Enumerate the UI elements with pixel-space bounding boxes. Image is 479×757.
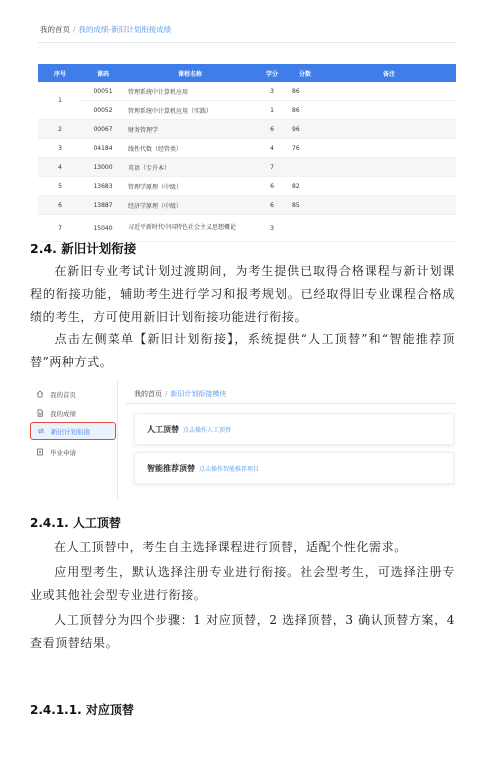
sidebar-item-graduation[interactable] xyxy=(30,442,117,462)
paragraph xyxy=(30,609,455,655)
section-number: 2.4.1. xyxy=(30,516,69,530)
cell-note xyxy=(322,101,456,120)
card-title: 人工顶替 xyxy=(147,424,179,434)
table-row xyxy=(38,101,456,120)
cell-credit: 6 xyxy=(256,196,288,215)
column-header-score: 分数 xyxy=(288,64,322,82)
table-row xyxy=(38,215,456,242)
cell-name: 管理系统中计算机应用 xyxy=(124,82,256,101)
section-heading-2-4-1-1 xyxy=(30,701,134,718)
column-header-code: 课码 xyxy=(82,64,124,82)
cell-code: 00052 xyxy=(82,101,124,120)
breadcrumb-current[interactable]: 新旧计划衔接模块 xyxy=(170,390,227,398)
section-number: 2.4. xyxy=(30,241,57,256)
table-row xyxy=(38,82,456,101)
paragraph xyxy=(30,536,455,559)
cell-credit: 3 xyxy=(256,215,288,242)
score-table xyxy=(38,64,456,242)
home-icon xyxy=(36,390,44,398)
paragraph xyxy=(30,561,455,607)
cell-credit: 3 xyxy=(256,82,288,101)
column-header-seq: 序号 xyxy=(38,64,82,82)
section-title: 对应顶替 xyxy=(85,703,134,717)
card-title: 智能推荐顶替 xyxy=(147,463,195,473)
sidebar-item-home[interactable] xyxy=(30,384,117,404)
cell-credit: 6 xyxy=(256,120,288,139)
document-icon xyxy=(36,409,44,417)
cell-credit: 7 xyxy=(256,158,288,177)
breadcrumb-separator: / xyxy=(165,390,168,398)
manual-replace-link[interactable]: 点击操作人工顶替 xyxy=(183,426,232,434)
paragraph-text: 应用型考生，默认选择注册专业进行衔接。社会型考生，可选择注册专业或其他社会型专业进行衔接。 xyxy=(30,565,455,602)
breadcrumb-current[interactable]: 我的成绩-新旧计划衔接成绩 xyxy=(78,25,172,34)
sidebar-item-scores[interactable] xyxy=(30,403,117,423)
column-header-note: 备注 xyxy=(322,64,456,82)
cell-score: 82 xyxy=(288,177,322,196)
cell-seq: 2 xyxy=(38,120,82,139)
cell-seq: 3 xyxy=(38,139,82,158)
table-row xyxy=(38,177,456,196)
cell-code: 00051 xyxy=(82,82,124,101)
cell-note xyxy=(322,120,456,139)
sidebar-item-label: 我的成绩 xyxy=(50,409,76,418)
table-row xyxy=(38,158,456,177)
cell-score: 85 xyxy=(288,196,322,215)
sidebar-item-label: 我的首页 xyxy=(50,390,76,399)
cell-name: 经济学原理（中级） xyxy=(124,196,256,215)
cell-seq: 6 xyxy=(38,196,82,215)
column-header-name: 课程名称 xyxy=(124,64,256,82)
column-header-credit: 学分 xyxy=(256,64,288,82)
cell-score xyxy=(288,215,322,242)
cell-code: 13887 xyxy=(82,196,124,215)
paragraph-text: 在人工顶替中，考生自主选择课程进行顶替，适配个性化需求。 xyxy=(54,540,407,554)
link-icon xyxy=(37,427,45,435)
cell-score: 96 xyxy=(288,120,322,139)
cell-name: 英语（专升本） xyxy=(124,158,256,177)
cell-score: 86 xyxy=(288,101,322,120)
table-header-row xyxy=(38,64,456,82)
cell-code: 00067 xyxy=(82,120,124,139)
cell-code: 15040 xyxy=(82,215,124,242)
cell-note xyxy=(322,158,456,177)
section-number: 2.4.1.1. xyxy=(30,703,82,717)
plan-connect-screenshot xyxy=(30,381,456,499)
cell-code: 13000 xyxy=(82,158,124,177)
paragraph-text: 在新旧专业考试计划过渡期间，为考生提供已取得合格课程与新计划课程的衔接功能，辅助考生进行学习和报考规划。已经取得旧专业课程合格成绩的考生，方可使用新旧计划衔接功能进行衔接。 xyxy=(30,264,455,324)
table-row xyxy=(38,120,456,139)
smart-replace-card[interactable] xyxy=(134,452,454,484)
section-heading-2-4 xyxy=(30,239,136,257)
cell-seq: 7 xyxy=(38,215,82,242)
cell-name: 管理系统中计算机应用（实践） xyxy=(124,101,256,120)
cell-note xyxy=(322,82,456,101)
cell-seq: 4 xyxy=(38,158,82,177)
score-screenshot xyxy=(38,18,456,232)
cell-code: 04184 xyxy=(82,139,124,158)
cell-credit: 6 xyxy=(256,177,288,196)
cell-credit: 1 xyxy=(256,101,288,120)
divider xyxy=(38,42,456,43)
sidebar xyxy=(30,381,118,499)
cell-note xyxy=(322,139,456,158)
paragraph xyxy=(30,328,455,374)
paragraph-text: 点击左侧菜单【新旧计划衔接】，系统提供“人工顶替”和“智能推荐顶替”两种方式。 xyxy=(30,332,455,369)
paragraph xyxy=(30,260,455,329)
manual-replace-card[interactable] xyxy=(134,413,454,445)
sidebar-item-label: 毕业申请 xyxy=(50,448,76,457)
smart-replace-link[interactable]: 点击操作智能推荐项目 xyxy=(199,465,260,473)
form-icon xyxy=(36,448,44,456)
divider xyxy=(126,403,456,404)
cell-note xyxy=(322,177,456,196)
cell-score: 76 xyxy=(288,139,322,158)
section-title: 人工顶替 xyxy=(72,516,121,530)
paragraph-text: 人工顶替分为四个步骤：1 对应顶替，2 选择顶替，3 确认顶替方案，4 查看顶替结果。 xyxy=(30,613,455,650)
cell-credit: 4 xyxy=(256,139,288,158)
cell-name: 财务管理学 xyxy=(124,120,256,139)
cell-note xyxy=(322,196,456,215)
sidebar-item-label: 新旧计划衔接 xyxy=(51,427,90,436)
sidebar-item-plan-connect[interactable] xyxy=(30,422,116,440)
section-title: 新旧计划衔接 xyxy=(61,241,137,256)
breadcrumb-home[interactable]: 我的首页 xyxy=(134,390,162,398)
section-heading-2-4-1 xyxy=(30,514,121,531)
table-row xyxy=(38,196,456,215)
breadcrumb-separator: / xyxy=(73,25,76,34)
cell-code: 13683 xyxy=(82,177,124,196)
cell-name: 管理学原理（中级） xyxy=(124,177,256,196)
breadcrumb xyxy=(134,389,226,399)
cell-score xyxy=(288,158,322,177)
cell-name: 习近平新时代中国特色社会主义思想概论 xyxy=(124,215,256,242)
table-row xyxy=(38,139,456,158)
breadcrumb xyxy=(40,24,171,35)
cell-note xyxy=(322,215,456,242)
breadcrumb-home[interactable]: 我的首页 xyxy=(40,25,70,34)
cell-score: 86 xyxy=(288,82,322,101)
cell-seq: 5 xyxy=(38,177,82,196)
cell-seq: 1 xyxy=(38,82,82,120)
cell-name: 线性代数（经管类） xyxy=(124,139,256,158)
